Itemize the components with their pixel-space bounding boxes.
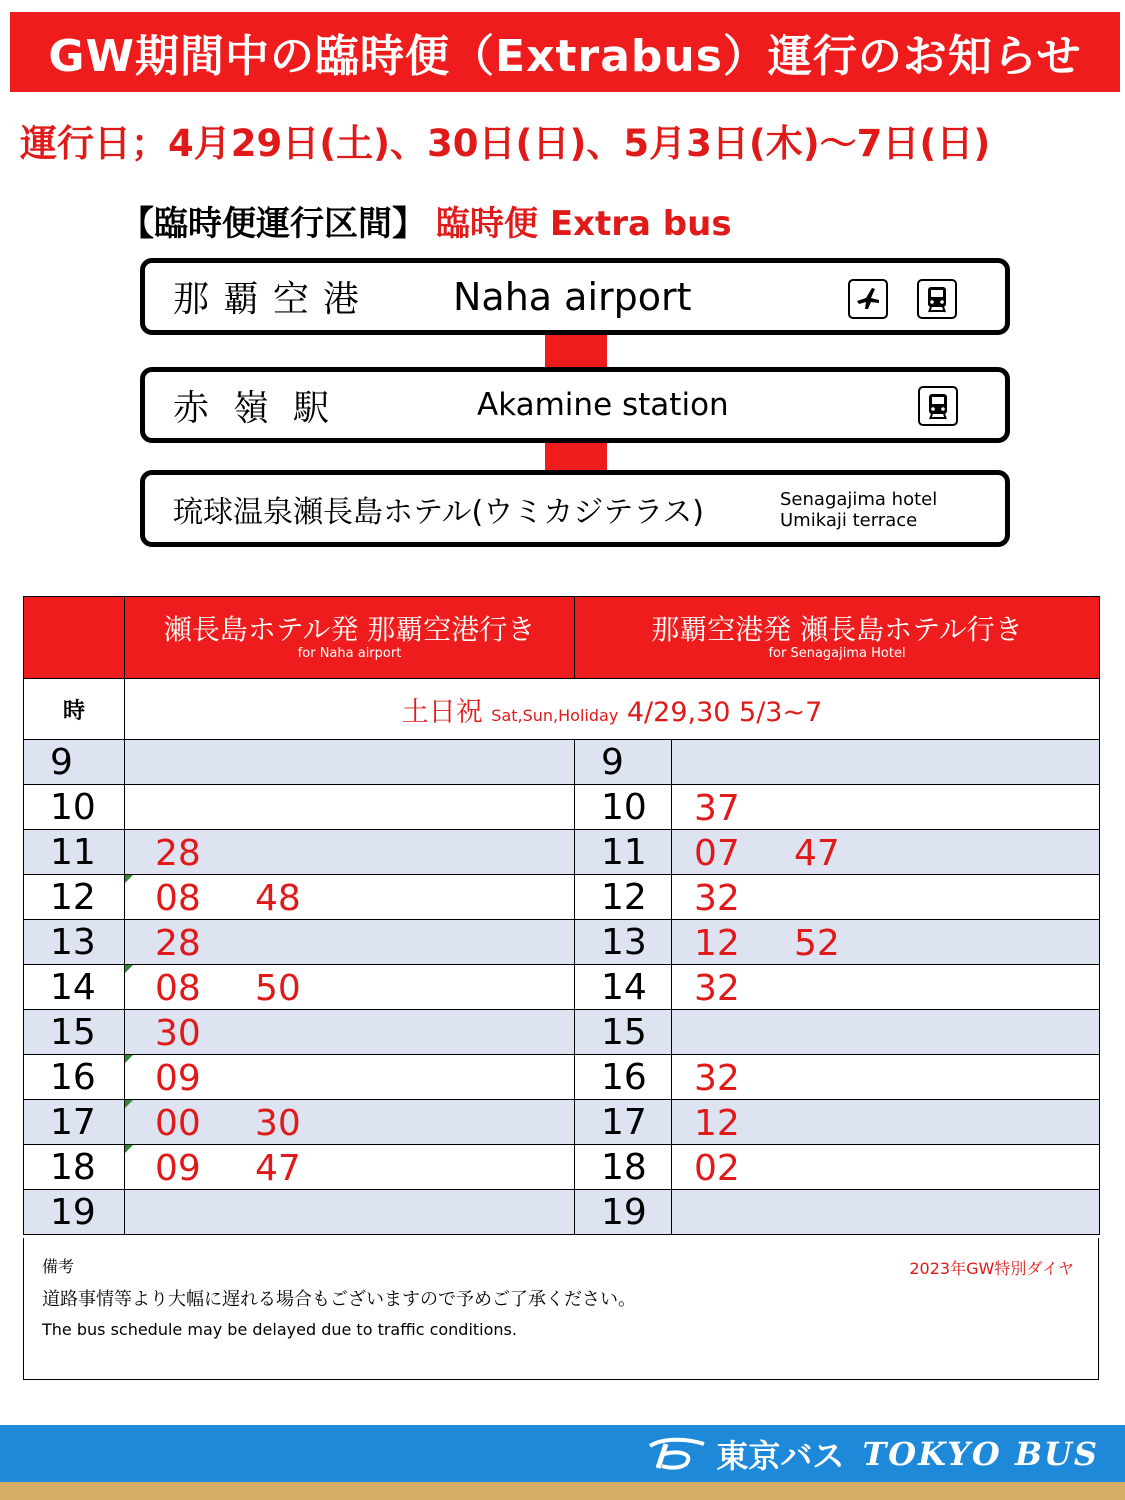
departure-minute: 12 — [694, 923, 740, 964]
train-icon — [917, 279, 957, 319]
departure-minute: 08 — [155, 968, 201, 1009]
minutes-to-airport — [125, 1055, 575, 1100]
hour-cell: 18 — [24, 1145, 125, 1190]
hour-cell: 19 — [575, 1190, 672, 1235]
departure-minute: 09 — [155, 1148, 201, 1189]
hour-cell: 18 — [575, 1145, 672, 1190]
minutes-to-airport — [125, 830, 575, 875]
route-connector — [545, 333, 607, 369]
stop-name-ja: 琉球温泉瀬長島ホテル(ウミカジテラス) — [173, 494, 705, 530]
header-corner — [24, 597, 125, 679]
minutes-to-airport — [125, 1190, 575, 1235]
notes-en: The bus schedule may be delayed due to traffic conditions. — [42, 1320, 517, 1339]
departure-minute: 08 — [155, 878, 201, 919]
hour-cell: 13 — [575, 920, 672, 965]
stop-naha-airport — [140, 258, 1010, 335]
notes-label: 備考 — [42, 1257, 75, 1276]
brand-ja: 東京バス — [716, 1436, 845, 1475]
stop-name-en — [780, 489, 937, 531]
stop-name-ja: 赤嶺駅 — [173, 387, 354, 429]
header-to-hotel — [575, 597, 1100, 679]
minutes-to-hotel — [672, 785, 1100, 830]
train-icon — [918, 386, 958, 426]
hour-cell: 10 — [575, 785, 672, 830]
minutes-to-airport — [125, 740, 575, 785]
hour-cell: 15 — [575, 1010, 672, 1055]
header-to-airport-ja: 瀬長島ホテル発 那覇空港行き — [163, 612, 536, 646]
hour-cell: 13 — [24, 920, 125, 965]
hour-cell: 15 — [24, 1010, 125, 1055]
timetable-edition: 2023年GW特別ダイヤ — [909, 1259, 1074, 1278]
minutes-to-airport — [125, 785, 575, 830]
notice-banner — [10, 12, 1120, 92]
timetable-row — [24, 1010, 1100, 1055]
hour-cell: 9 — [575, 740, 672, 785]
departure-minute: 28 — [155, 833, 201, 874]
hour-cell: 14 — [575, 965, 672, 1010]
timetable-row — [24, 1100, 1100, 1145]
minutes-to-airport — [125, 1010, 575, 1055]
departure-minute: 37 — [694, 788, 740, 829]
hour-cell: 10 — [24, 785, 125, 830]
service-days-ja: 土日祝 — [401, 696, 483, 728]
timetable-row — [24, 830, 1100, 875]
service-days-en: Sat,Sun,Holiday — [491, 705, 619, 725]
minutes-to-hotel — [672, 830, 1100, 875]
route-heading — [120, 192, 732, 248]
departure-minute: 50 — [255, 968, 301, 1009]
departure-minute: 09 — [155, 1058, 201, 1099]
operation-dates: 運行日；4月29日(土)、30日(日)、5月3日(木)～7日(日) — [20, 122, 991, 165]
hour-cell: 17 — [24, 1100, 125, 1145]
hour-cell: 16 — [24, 1055, 125, 1100]
header-to-airport-en: for Naha airport — [297, 645, 402, 661]
timetable-row — [24, 965, 1100, 1010]
header-to-hotel-en: for Senagajima Hotel — [768, 645, 906, 661]
header-to-airport — [125, 597, 575, 679]
hour-cell: 17 — [575, 1100, 672, 1145]
departure-minute: 00 — [155, 1103, 201, 1144]
footer-brand — [646, 1425, 1099, 1482]
departure-minute: 32 — [694, 968, 740, 1009]
departure-minute: 02 — [694, 1148, 740, 1189]
hour-label: 時 — [24, 679, 125, 740]
timetable-header — [24, 597, 1100, 679]
timetable-row — [24, 1190, 1100, 1235]
departure-minute: 30 — [155, 1013, 201, 1054]
timetable-row — [24, 1145, 1100, 1190]
airplane-icon — [848, 279, 888, 319]
departure-minute: 48 — [255, 878, 301, 919]
departure-minute: 32 — [694, 878, 740, 919]
departure-minute: 47 — [255, 1148, 301, 1189]
hour-cell: 9 — [24, 740, 125, 785]
notes-ja: 道路事情等より大幅に遅れる場合もございますので予めご了承ください。 — [42, 1289, 636, 1310]
minutes-to-hotel — [672, 875, 1100, 920]
hour-cell: 12 — [575, 875, 672, 920]
timetable — [23, 596, 1100, 1235]
route-heading-extra-bus: 臨時便 Extra bus — [436, 203, 732, 244]
stop-name-en: Akamine station — [477, 387, 729, 423]
header-to-hotel-ja: 那覇空港発 瀬長島ホテル行き — [651, 612, 1023, 646]
cell-marker — [125, 875, 133, 883]
departure-minute: 32 — [694, 1058, 740, 1099]
minutes-to-hotel — [672, 1100, 1100, 1145]
footer — [0, 1425, 1125, 1482]
footer-strip — [0, 1482, 1125, 1500]
hour-cell: 19 — [24, 1190, 125, 1235]
cell-marker — [125, 1100, 133, 1108]
minutes-to-hotel — [672, 965, 1100, 1010]
hour-cell: 14 — [24, 965, 125, 1010]
stop-name-ja: 那覇空港 — [173, 279, 374, 320]
departure-minute: 07 — [694, 833, 740, 874]
departure-minute: 12 — [694, 1103, 740, 1144]
stop-akamine-station — [140, 367, 1010, 443]
timetable-row — [24, 920, 1100, 965]
hour-cell: 11 — [575, 830, 672, 875]
hour-cell: 16 — [575, 1055, 672, 1100]
minutes-to-airport — [125, 920, 575, 965]
timetable-row — [24, 785, 1100, 830]
cell-marker — [125, 965, 133, 973]
service-row — [24, 679, 1100, 740]
minutes-to-hotel — [672, 740, 1100, 785]
notice-title: GW期間中の臨時便（Extrabus）運行のお知らせ — [48, 31, 1082, 82]
service-dates: 4/29,30 5/3~7 — [626, 696, 823, 728]
departure-minute: 30 — [255, 1103, 301, 1144]
minutes-to-hotel — [672, 1145, 1100, 1190]
minutes-to-airport — [125, 965, 575, 1010]
minutes-to-airport — [125, 1100, 575, 1145]
stop-name-en-line2: Umikaji terrace — [780, 510, 918, 531]
minutes-to-hotel — [672, 1010, 1100, 1055]
departure-minute: 52 — [794, 923, 840, 964]
route-heading-label: 【臨時便運行区間】 — [120, 203, 426, 244]
brand-en: TOKYO BUS — [862, 1434, 1099, 1473]
stop-name-en-line1: Senagajima hotel — [780, 489, 938, 510]
cell-marker — [125, 1055, 133, 1063]
departure-minute: 47 — [794, 833, 840, 874]
minutes-to-hotel — [672, 1190, 1100, 1235]
departure-minute: 28 — [155, 923, 201, 964]
cell-marker — [125, 1145, 133, 1153]
tokyo-bus-logo-icon — [646, 1436, 708, 1472]
route-connector — [545, 441, 607, 471]
timetable-row — [24, 875, 1100, 920]
service-days — [125, 679, 1100, 740]
timetable-row — [24, 1055, 1100, 1100]
stop-name-en: Naha airport — [453, 274, 692, 319]
hour-cell: 11 — [24, 830, 125, 875]
minutes-to-hotel — [672, 920, 1100, 965]
minutes-to-airport — [125, 1145, 575, 1190]
hour-cell: 12 — [24, 875, 125, 920]
minutes-to-airport — [125, 875, 575, 920]
stop-senagajima-hotel — [140, 470, 1010, 547]
minutes-to-hotel — [672, 1055, 1100, 1100]
timetable-row — [24, 740, 1100, 785]
notes — [23, 1238, 1099, 1380]
